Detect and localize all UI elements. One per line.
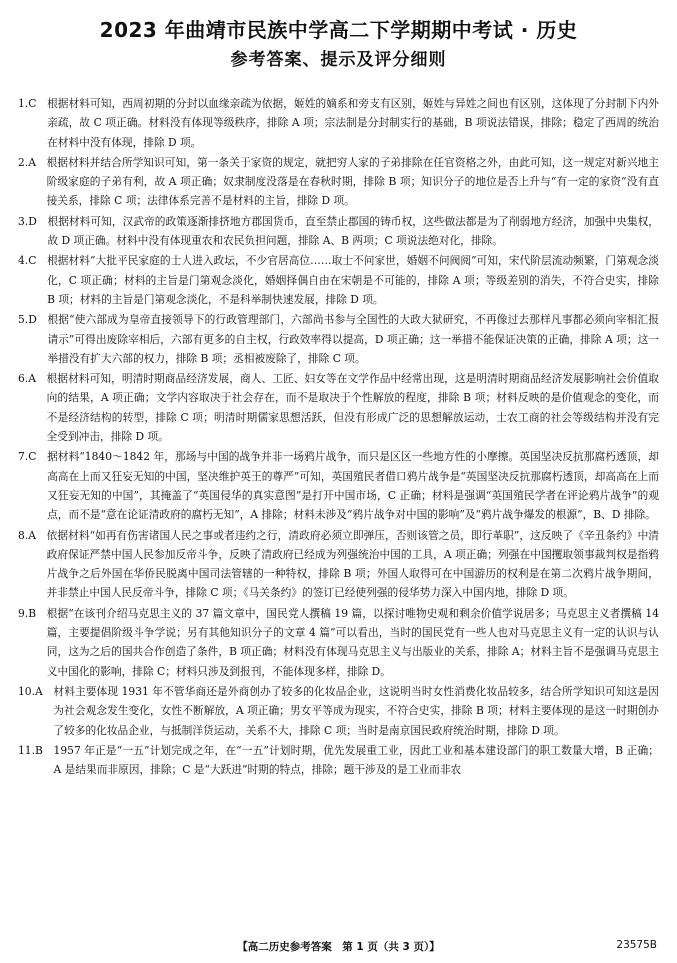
- answer-item-8: [18, 526, 659, 603]
- answer-item-9: [18, 604, 659, 681]
- answer-item-10: [18, 682, 659, 740]
- answer-number: 1.C: [18, 97, 48, 110]
- page-title: 2023 年曲靖市民族中学高二下学期期中考试 · 历史: [99, 18, 578, 42]
- answer-number: 7.C: [18, 450, 48, 464]
- answer-explanation: 根据材料可知，明清时期商品经济发展，商人、工匠、妇女等在文学作品中经常出现，这是明清时期商品经济发展影响社会价值取向的结果，A 项正确；文学内容取决于社会存在，而不是取决于个性解放的程度，排除 B 项；材料反映的是价值观念的变化，而不是经济结构的转型，排除 C 项；明清时期儒家思想活跃，但没有形成广泛的思想解放运动，士农工商的社会等级结构并没有完全受到冲击，排除 D 项。: [46, 372, 659, 444]
- answer-explanation: 依据材料“如再有伤害诸国人民之事或者违约之行，清政府必须立即弹压，否则该管之员，即行革职”，这反映了《辛丑条约》中清政府保证严禁中国人民参加反帝斗争，反映了清政府已经成为列强统治中国的工具，A 项正确；列强在中国攫取领事裁判权是指鸦片战争之后外国在华侨民脱离中国司法管辖的一种特权，排除 B 项；外国人取得可在中国游历的权利是在第二次鸦片战争期间，并非禁止中国人民反帝斗争，排除 C 项；《马关条约》的签订已经使列强的侵华势力深入中国内地，排除 D 项。: [46, 528, 659, 600]
- answer-number: 2.A: [18, 155, 47, 169]
- page-subtitle: 参考答案、提示及评分细则: [230, 50, 447, 70]
- answer-number: 9.B: [18, 606, 47, 620]
- answer-number: 4.C: [18, 254, 48, 268]
- answer-number: 5.D: [18, 313, 48, 327]
- answer-item-1: [18, 94, 659, 152]
- answer-list: [18, 94, 659, 779]
- page-footer: [0, 939, 677, 955]
- answer-explanation: 根据材料可知，汉武帝的政策逐渐排挤地方郡国货币，直至禁止郡国的铸币权，这些做法都是为了削弱地方经济，加强中央集权，故 D 项正确。材料中没有体现重农和农民负担问题，排除 A、B 两项；C 项说法绝对化，排除。: [47, 214, 659, 248]
- answer-explanation: 根据材料可知，西周初期的分封以血缘亲疏为依据，姬姓的嫡系和旁支有区别，姬姓与异姓之间也有区别，这体现了分封制下内外亲疏，故 C 项正确。材料没有体现等级秩序，排除 A 项；宗法制是分封制实行的基础，B 项说法错误，排除；稳定了西周的统治在材料中没有体现，排除 D 项。: [47, 97, 659, 149]
- answer-item-4: [18, 251, 659, 309]
- answer-explanation: 据材料“1840～1842 年，那场与中国的战争并非一场鸦片战争，而只是区区一些地方性的小摩擦。英国坚决反抗那腐朽透顶，却高高在上而又狂妄无知的中国，坚决维护英王的尊严”可知，英国殖民者借口鸦片战争是“英国坚决反抗那腐朽透顶，却高高在上而又狂妄无知的中国”，其掩盖了“英国侵华的真实意图”是打开中国市场，C 正确；材料是强调“英国殖民学者在评论鸦片战争”的观点，而不是“意在论证清政府的腐朽无知”，A 排除；材料未涉及“鸦片战争对中国的影响”及“鸦片战争爆发的根源”，B、D 排除。: [47, 450, 659, 522]
- answer-explanation: 材料主要体现 1931 年不管华商还是外商创办了较多的化妆品企业，这说明当时女性消费化妆品较多，结合所学知识可知这是因为社会观念发生变化，女性不断解放，A 项正确；男女平等成为现实，不符合史实，排除 B 项；材料主要体现的是这一时期创办了较多的化妆品企业，与抵制洋货运动，关系不大，排除 C 项；当时是南京国民政府统治时期，排除 D 项。: [53, 684, 659, 737]
- answer-explanation: 根据材料“大批平民家庭的士人进入政坛，不少官居高位……取士不问家世，婚姻不问阀阅”可知，宋代阶层流动频繁，门第观念淡化，C 项正确；材料的主旨是门第观念淡化，婚姻择偶自由在宋朝是不可能的，排除 A 项；等级差别的消失，不符合史实，排除 B 项；材料的主旨是门第观念淡化，不是科举制快速发展，排除 D 项。: [47, 254, 659, 306]
- answer-number: 3.D: [18, 214, 48, 228]
- answer-item-5: [18, 310, 659, 368]
- answer-explanation: 1957 年正是“一五”计划完成之年，在“一五”计划时期，优先发展重工业，因此工业和基本建设部门的职工数量大增，B 正确；A 是结果而非原因，排除；C 是“大跃进”时期的特点，排除；题干涉及的是工业而非农: [53, 743, 659, 777]
- footer-page-label: 【高二历史参考答案 第 1 页（共 3 页）】: [237, 941, 440, 953]
- answer-number: 11.B: [18, 743, 54, 757]
- footer-code: 23575B: [616, 939, 657, 951]
- answer-explanation: 根据材料并结合所学知识可知，第一条关于家资的规定，就把穷人家的子弟排除在任官资格之外，由此可知，这一规定对新兴地主阶级家庭的子弟有利，故 A 项正确；奴隶制度没落是在春秋时期，排除 B 项；知识分子的地位是否上升与“有一定的家资”没有直接关系，排除 C 项；法律体系完善不是材料的主旨，排除 D 项。: [46, 155, 659, 208]
- answer-item-3: [18, 212, 659, 251]
- answer-number: 10.A: [18, 684, 54, 698]
- answer-item-7: [18, 447, 659, 524]
- answer-item-6: [18, 369, 659, 446]
- answer-item-11: [18, 741, 659, 780]
- answer-number: 6.A: [18, 372, 47, 386]
- answer-explanation: 根据“使六部成为皇帝直接领导下的行政管理部门，六部尚书参与全国性的大政大狱研究，不再像过去那样凡事都必须向宰相汇报请示”可得出废除宰相后，六部有更多的自主权，行政效率得以提高，D 项正确；这一举措不能保证决策的正确，排除 A 项；这一举措没有扩大六部的权力，排除 B 项；丞相被废除了，排除 C 项。: [47, 313, 659, 365]
- answer-item-2: [18, 153, 659, 211]
- answer-number: 8.A: [18, 528, 47, 542]
- answer-explanation: 根据“在该刊介绍马克思主义的 37 篇文章中，国民党人撰稿 19 篇，以探讨唯物史观和剩余价值学说居多；马克思主义者撰稿 14 篇，主要提倡阶级斗争学说；另有其他知识分子的文章 4 篇”可以看出，当时的国民党有一些人也对马克思主义有一定的认识与认同，这为之后的国共合作创造了条件，B 项正确；材料没有体现马克思主义与出版业的关系，排除 A；材料主旨不是强调马克思主义中国化的影响，排除 C；材料只涉及到报刊，不能体现多样，排除 D。: [46, 606, 659, 678]
